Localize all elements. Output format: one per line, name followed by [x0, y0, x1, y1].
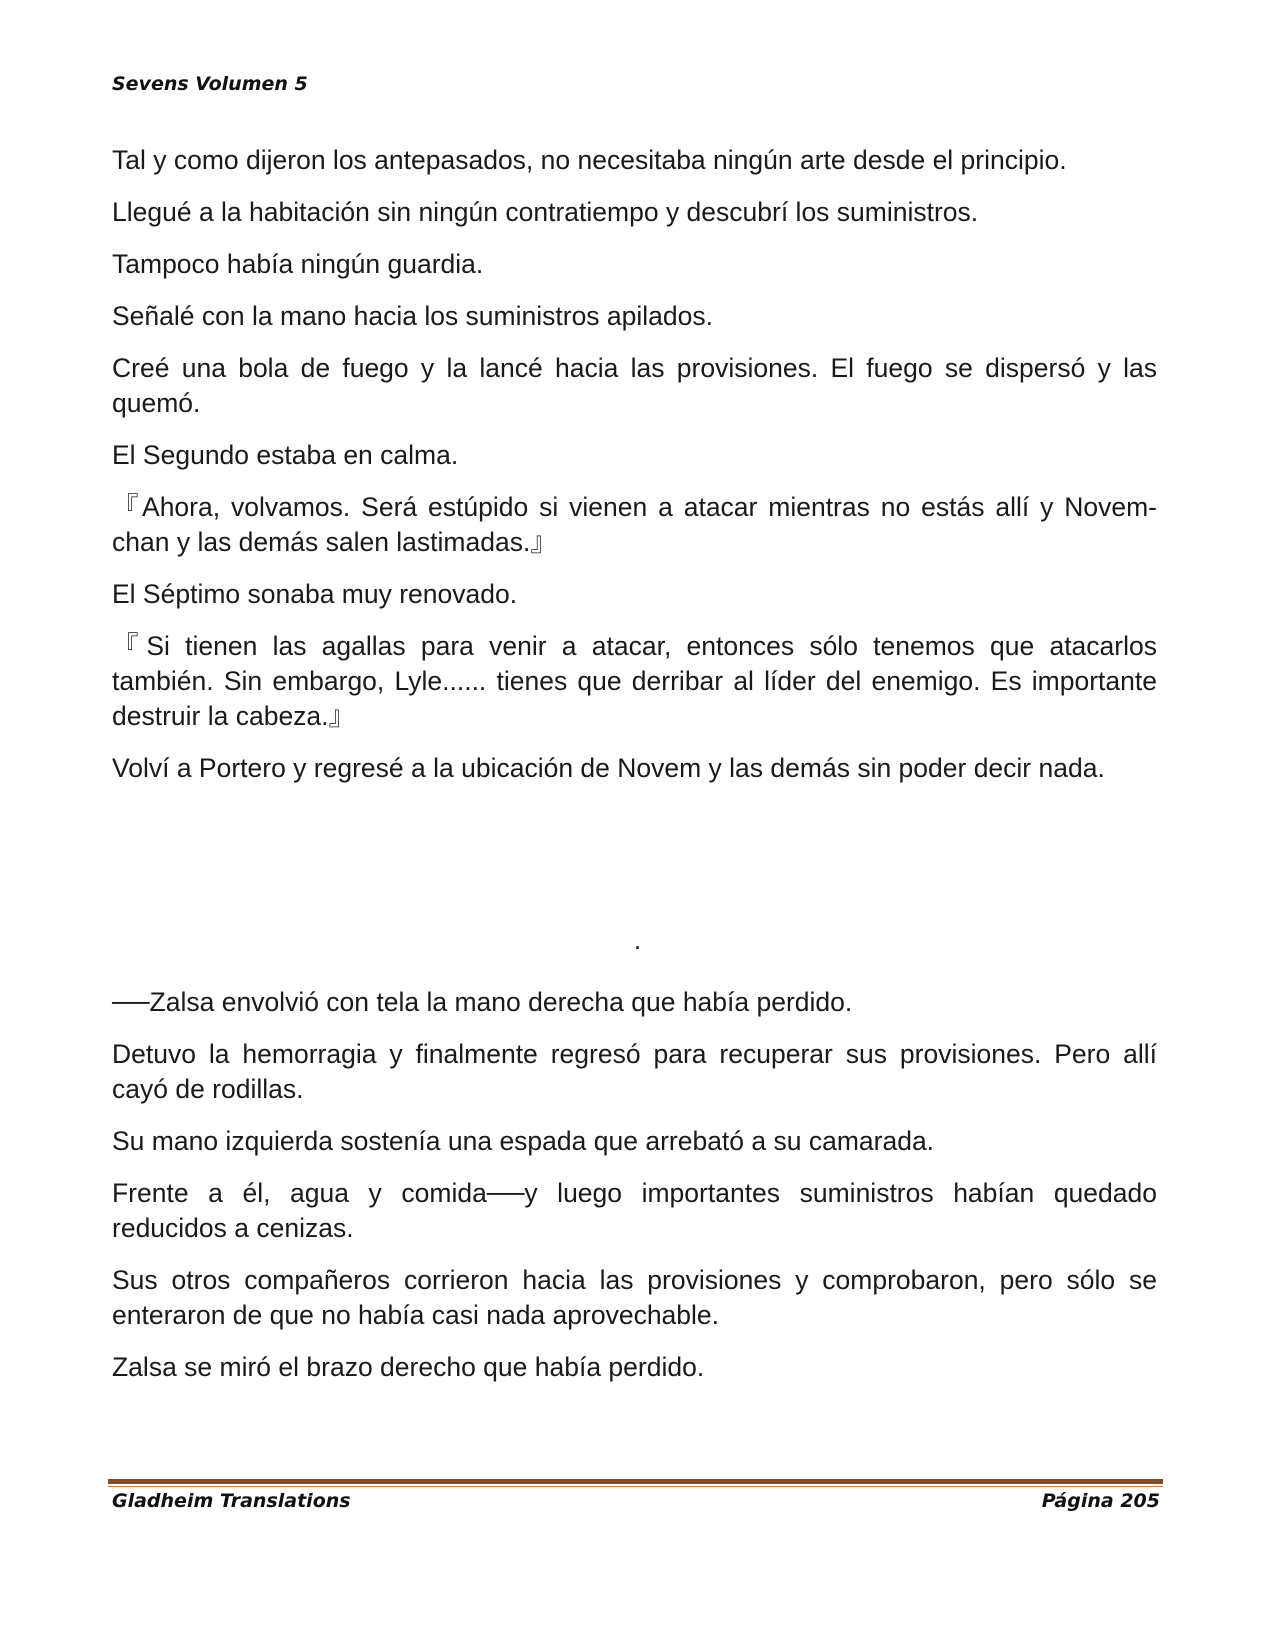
page-number: Página 205: [1041, 1490, 1160, 1512]
paragraph: Tal y como dijeron los antepasados, no necesitaba ningún arte desde el principio.: [112, 145, 1067, 175]
body-text-part1: [112, 143, 1157, 803]
paragraph: Detuvo la hemorragia y finalmente regresó para recuperar sus provisiones. Pero allí cayó de rodillas.: [112, 1039, 1157, 1104]
scene-break: .: [633, 925, 642, 955]
page-footer: [112, 1490, 1160, 1512]
paragraph: Su mano izquierda sostenía una espada que arrebató a su camarada.: [112, 1126, 935, 1156]
footer-divider: [108, 1479, 1163, 1487]
footer-publisher: Gladheim Translations: [112, 1490, 351, 1512]
dialogue-paragraph: 『Ahora, volvamos. Será estúpido si vienen a atacar mientras no estás allí y Novem-chan y las demás salen lastimadas.』: [112, 492, 1157, 557]
paragraph: Tampoco había ningún guardia.: [112, 249, 484, 279]
paragraph: Sus otros compañeros corrieron hacia las provisiones y comprobaron, pero sólo se enteraron de que no había casi nada aprovechable.: [112, 1265, 1157, 1330]
paragraph: Frente a él, agua y comida──y luego importantes suministros habían quedado reducidos a cenizas.: [112, 1178, 1157, 1243]
body-text-part2: [112, 985, 1157, 1402]
paragraph: Llegué a la habitación sin ningún contratiempo y descubrí los suministros.: [112, 197, 979, 227]
paragraph: El Séptimo sonaba muy renovado.: [112, 579, 518, 609]
paragraph: Volví a Portero y regresé a la ubicación de Novem y las demás sin poder decir nada.: [112, 753, 1105, 783]
footer-divider-thin: [108, 1486, 1163, 1487]
footer-divider-thick: [108, 1479, 1163, 1484]
paragraph: Zalsa se miró el brazo derecho que había perdido.: [112, 1352, 705, 1382]
paragraph: El Segundo estaba en calma.: [112, 440, 459, 470]
paragraph: Creé una bola de fuego y la lancé hacia las provisiones. El fuego se dispersó y las quemó.: [112, 353, 1157, 418]
dialogue-paragraph: 『Si tienen las agallas para venir a atacar, entonces sólo tenemos que atacarlos también. Sin embargo, Lyle...... tienes que derribar al líder del enemigo. Es importante destruir la cabeza.』: [112, 631, 1157, 731]
paragraph: ──Zalsa envolvió con tela la mano derecha que había perdido.: [112, 987, 853, 1017]
page-header-title: Sevens Volumen 5: [112, 73, 308, 95]
paragraph: Señalé con la mano hacia los suministros apilados.: [112, 301, 713, 331]
